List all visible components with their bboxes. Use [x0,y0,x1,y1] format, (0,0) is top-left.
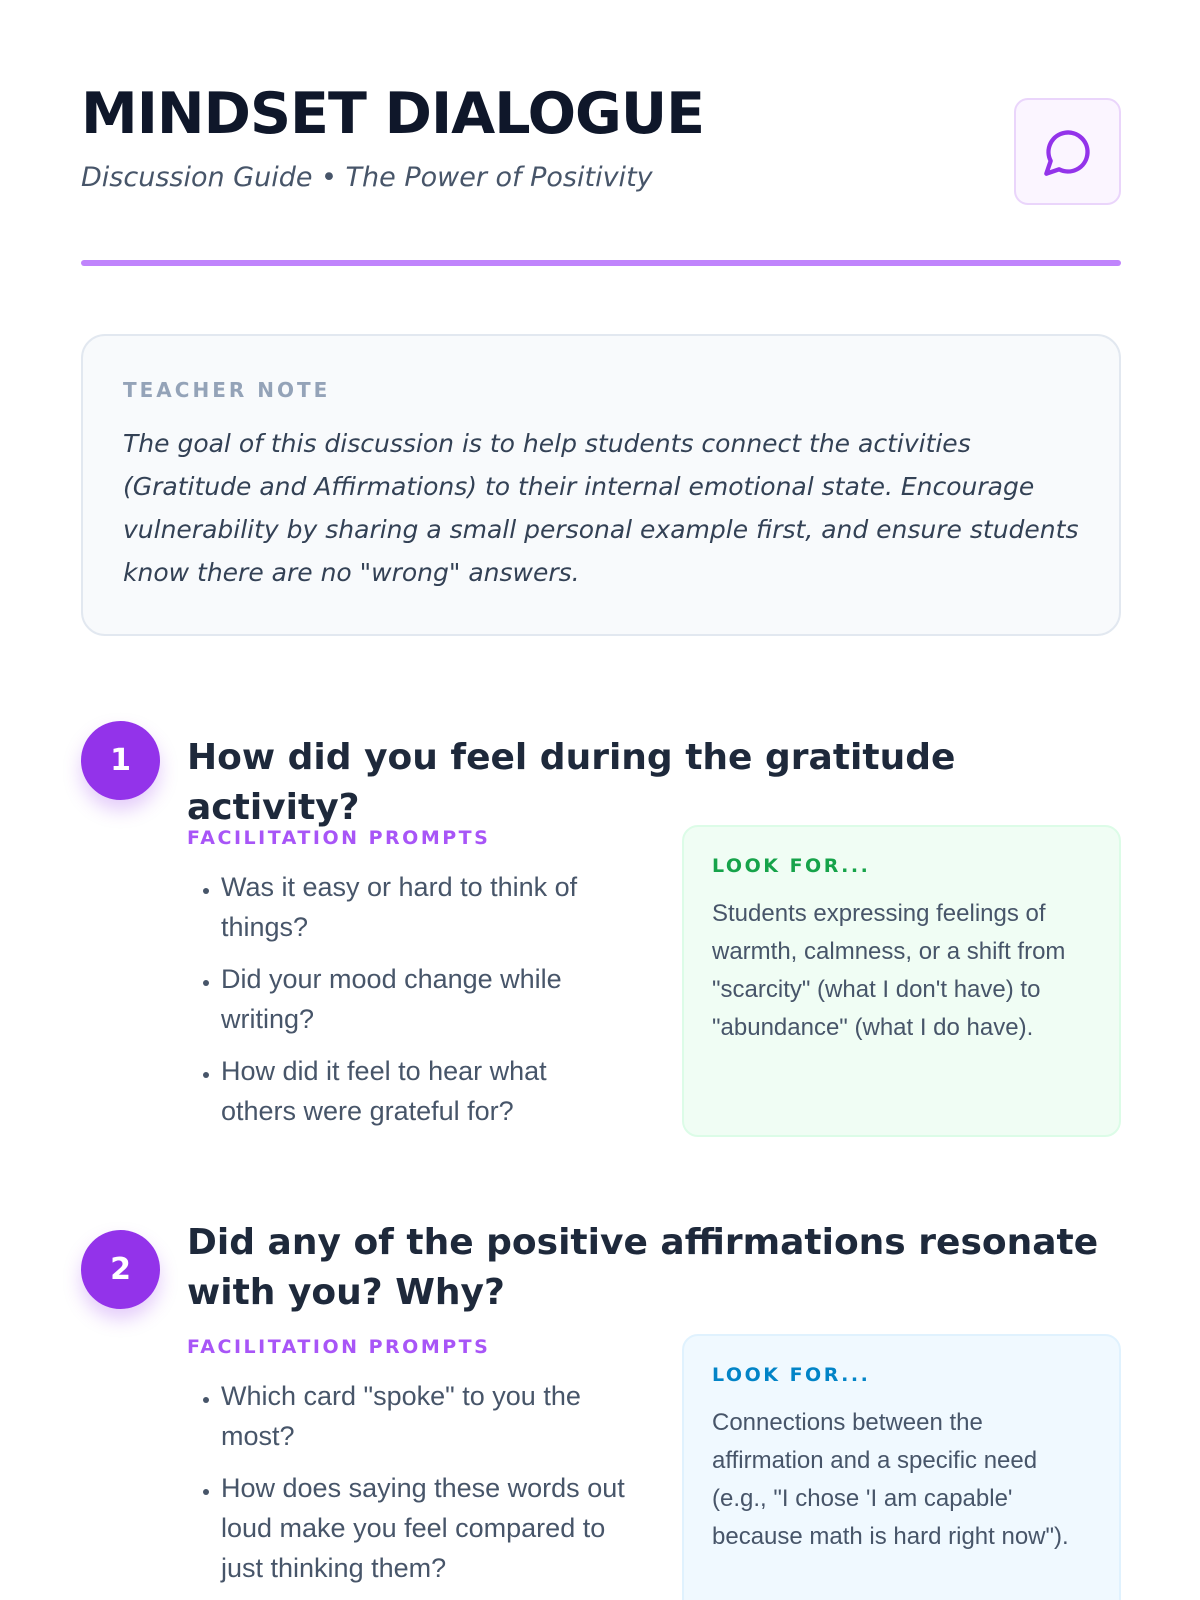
look-for-card [682,1334,1121,1600]
page-header [81,78,1121,196]
question-number-badge: 1 [81,721,160,800]
chat-button[interactable] [1014,98,1121,205]
page-title: MINDSET DIALOGUE [81,81,705,147]
look-for-text: Students expressing feelings of warmth, calmness, or a shift from "scarcity" (what I don't have) to "abundance" (what I do have). [712,900,1066,1041]
look-for-label: LOOK FOR... [712,855,871,877]
question-title: How did you feel during the gratitude activity? [187,737,956,828]
facilitation-prompts-label: FACILITATION PROMPTS [187,1336,491,1358]
list-item: • How did it feel to hear what others were grateful for? [221,1051,627,1131]
prompts-list [187,867,627,1131]
facilitation-prompts [187,825,627,1143]
facilitation-prompts [187,1334,627,1600]
look-for-text: Connections between the affirmation and a specific need (e.g., "I chose 'I am capable' because math is hard right now"). [712,1409,1069,1550]
list-item: • How does saying these words out loud make you feel compared to just thinking them? [221,1468,627,1588]
list-item: • Did your mood change while writing? [221,959,627,1039]
question-number-badge: 2 [81,1230,160,1309]
page-subtitle: Discussion Guide • The Power of Positivity [81,162,653,193]
look-for-label: LOOK FOR... [712,1364,871,1386]
discussion-guide-page [81,0,1121,1600]
list-item: • Which card "spoke" to you the most? [221,1376,627,1456]
look-for-card [682,825,1121,1137]
header-divider [81,260,1121,266]
prompts-list [187,1376,627,1588]
teacher-note-card [81,334,1121,636]
question-title: Did any of the positive affirmations resonate with you? Why? [187,1222,1099,1313]
chat-bubble-icon [1042,126,1094,178]
list-item: • Was it easy or hard to think of things? [221,867,627,947]
facilitation-prompts-label: FACILITATION PROMPTS [187,827,491,849]
teacher-note-text: The goal of this discussion is to help students connect the activities (Gratitude and Affirmations) to their internal emotional state. Encourage vulnerability by sharing a small personal example first, and ensure students know there are no "wrong" answers. [123,429,1079,587]
teacher-note-label: TEACHER NOTE [123,378,331,402]
